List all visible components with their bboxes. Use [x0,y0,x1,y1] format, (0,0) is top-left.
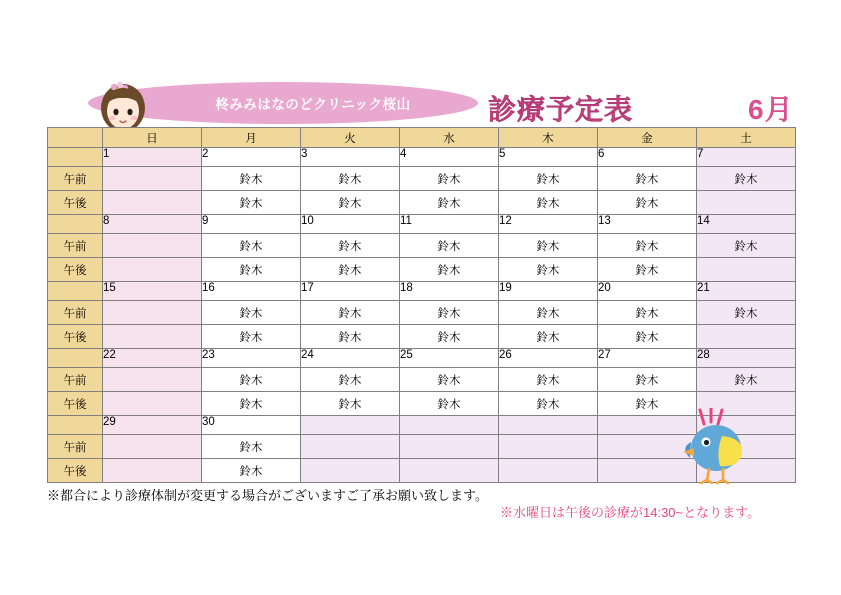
date-cell: 21 [697,282,796,301]
schedule-cell: 鈴木 [202,301,301,325]
schedule-cell: 鈴木 [202,392,301,416]
schedule-cell: 鈴木 [202,191,301,215]
note-left: ※都合により診療体制が変更する場合がございますご了承お願い致します。 [47,488,488,503]
date-cell: 5 [499,148,598,167]
schedule-cell [103,392,202,416]
schedule-cell: 鈴木 [202,325,301,349]
date-cell: 1 [103,148,202,167]
page-header [0,0,841,130]
schedule-cell [103,368,202,392]
header-friday: 金 [598,128,697,148]
schedule-cell: 鈴木 [598,301,697,325]
date-cell [400,416,499,435]
date-cell: 14 [697,215,796,234]
schedule-cell [301,459,400,483]
date-cell: 13 [598,215,697,234]
date-cell: 10 [301,215,400,234]
table-row [48,368,796,392]
row-label-afternoon: 午後 [48,191,103,215]
schedule-cell [103,234,202,258]
week-label-spacer [48,215,103,234]
schedule-cell [499,435,598,459]
date-cell: 3 [301,148,400,167]
schedule-cell: 鈴木 [499,234,598,258]
schedule-cell: 鈴木 [400,191,499,215]
date-cell: 25 [400,349,499,368]
table-header-row [48,128,796,148]
schedule-cell: 鈴木 [598,258,697,282]
schedule-cell: 鈴木 [697,368,796,392]
date-cell [301,416,400,435]
schedule-cell [103,459,202,483]
table-row [48,282,796,301]
bird-mascot-icon [678,408,764,486]
table-row [48,301,796,325]
schedule-cell: 鈴木 [202,234,301,258]
schedule-cell: 鈴木 [301,392,400,416]
date-cell: 16 [202,282,301,301]
date-cell: 30 [202,416,301,435]
header-saturday: 土 [697,128,796,148]
date-cell: 28 [697,349,796,368]
date-cell: 2 [202,148,301,167]
schedule-cell [400,435,499,459]
schedule-cell: 鈴木 [598,368,697,392]
date-cell: 26 [499,349,598,368]
date-cell: 7 [697,148,796,167]
schedule-cell: 鈴木 [598,325,697,349]
schedule-cell [697,325,796,349]
table-row [48,325,796,349]
table-row [48,258,796,282]
header-sunday: 日 [103,128,202,148]
date-cell: 9 [202,215,301,234]
schedule-cell: 鈴木 [301,191,400,215]
schedule-cell: 鈴木 [301,234,400,258]
date-cell: 24 [301,349,400,368]
row-label-morning: 午前 [48,301,103,325]
month-label: 6月 [748,94,794,125]
row-label-afternoon: 午後 [48,325,103,349]
schedule-cell: 鈴木 [400,301,499,325]
date-cell [499,416,598,435]
row-label-afternoon: 午後 [48,258,103,282]
date-cell: 11 [400,215,499,234]
table-row [48,148,796,167]
date-cell: 8 [103,215,202,234]
schedule-cell: 鈴木 [202,435,301,459]
date-cell: 12 [499,215,598,234]
schedule-cell: 鈴木 [400,392,499,416]
schedule-cell: 鈴木 [598,167,697,191]
row-label-morning: 午前 [48,368,103,392]
page-title: 診療予定表 [488,94,634,125]
schedule-cell [103,325,202,349]
week-label-spacer [48,349,103,368]
schedule-cell [697,191,796,215]
table-row [48,349,796,368]
schedule-cell: 鈴木 [499,392,598,416]
schedule-cell: 鈴木 [499,368,598,392]
header-monday: 月 [202,128,301,148]
schedule-cell: 鈴木 [400,234,499,258]
row-label-afternoon: 午後 [48,459,103,483]
schedule-cell: 鈴木 [301,167,400,191]
schedule-cell: 鈴木 [202,459,301,483]
date-cell: 27 [598,349,697,368]
date-cell: 6 [598,148,697,167]
header-thursday: 木 [499,128,598,148]
date-cell: 4 [400,148,499,167]
date-cell: 19 [499,282,598,301]
schedule-cell [697,258,796,282]
table-row [48,234,796,258]
schedule-cell: 鈴木 [598,234,697,258]
schedule-cell: 鈴木 [499,258,598,282]
schedule-cell [301,435,400,459]
schedule-cell [499,459,598,483]
table-row [48,167,796,191]
schedule-cell [103,167,202,191]
schedule-cell: 鈴木 [697,301,796,325]
schedule-cell: 鈴木 [202,258,301,282]
schedule-cell: 鈴木 [499,325,598,349]
table-row [48,215,796,234]
schedule-cell: 鈴木 [400,368,499,392]
schedule-cell: 鈴木 [697,167,796,191]
date-cell: 23 [202,349,301,368]
schedule-cell: 鈴木 [400,325,499,349]
schedule-cell: 鈴木 [499,191,598,215]
schedule-cell: 鈴木 [301,301,400,325]
row-label-morning: 午前 [48,435,103,459]
schedule-cell: 鈴木 [598,392,697,416]
schedule-cell: 鈴木 [301,368,400,392]
schedule-cell [400,459,499,483]
week-label-spacer [48,148,103,167]
schedule-cell [103,258,202,282]
schedule-cell: 鈴木 [202,167,301,191]
schedule-cell: 鈴木 [301,258,400,282]
date-cell: 29 [103,416,202,435]
schedule-cell [103,301,202,325]
week-label-spacer [48,282,103,301]
schedule-cell: 鈴木 [400,167,499,191]
header-corner [48,128,103,148]
schedule-cell: 鈴木 [202,368,301,392]
schedule-cell: 鈴木 [499,167,598,191]
row-label-afternoon: 午後 [48,392,103,416]
date-cell: 17 [301,282,400,301]
schedule-cell: 鈴木 [400,258,499,282]
schedule-cell: 鈴木 [598,191,697,215]
schedule-cell: 鈴木 [301,325,400,349]
table-row [48,191,796,215]
header-tuesday: 火 [301,128,400,148]
date-cell: 20 [598,282,697,301]
schedule-cell [103,191,202,215]
week-label-spacer [48,416,103,435]
clinic-name: 柊みみはなのどクリニック桜山 [215,97,411,112]
date-cell: 15 [103,282,202,301]
schedule-cell: 鈴木 [499,301,598,325]
note-right: ※水曜日は午後の診療が14:30~となります。 [500,505,761,520]
row-label-morning: 午前 [48,234,103,258]
schedule-cell [103,435,202,459]
date-cell: 22 [103,349,202,368]
date-cell: 18 [400,282,499,301]
header-wednesday: 水 [400,128,499,148]
schedule-cell: 鈴木 [697,234,796,258]
row-label-morning: 午前 [48,167,103,191]
